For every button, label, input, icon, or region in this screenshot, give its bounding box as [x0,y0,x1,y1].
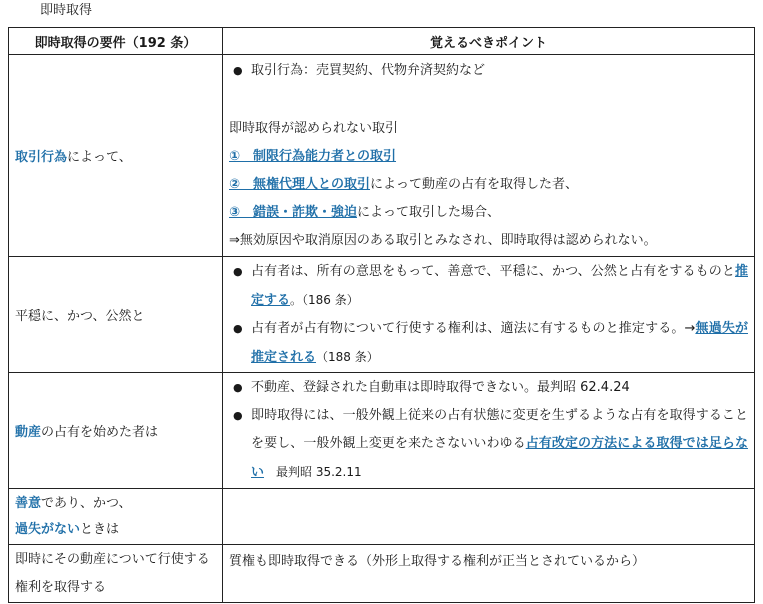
bullet-text: 取引行為：売買契約、代物弁済契約など [251,63,486,78]
points-cell-movable [223,373,755,489]
list-item [229,199,748,227]
bullet-text: 占有者が占有物について行使する権利は、適法に有するものと推定する。→ [251,321,696,336]
link-mistake-fraud-duress[interactable]: ③ 錯誤・詐欺・強迫 [229,205,358,220]
bullet-text: 即時取得には、一般外観上従来の占有状態に変更を生ずるような占有を取得することを要し、一般外観上変更を来たさないいわゆる [251,408,748,451]
list-item [229,171,748,199]
bullet-icon: ● [233,322,243,335]
not-allowed-intro: 即時取得が認められない取引 [229,121,399,136]
case-ref: 最判昭 35.2.11 [264,465,362,479]
item-text: によって動産の占有を取得した者、 [370,177,579,192]
points-cell-good-faith [223,489,755,545]
bullet-text: 占有者は、所有の意思をもって、善意で、平穏に、かつ、公然と占有をするものと [251,264,735,279]
list-item [229,315,748,372]
document-title: 即時取得 [40,3,93,18]
link-no-negligence-presumed[interactable]: 無過失が推定される [251,321,748,365]
req-text: ときは [80,521,120,537]
table-row-transaction [9,55,755,257]
bullet-icon: ● [233,265,243,278]
article-ref: （188 条） [316,350,379,364]
list-item [229,402,748,487]
bullet-icon: ● [233,381,243,394]
table-row-movable [9,373,755,489]
list-item [229,143,748,171]
header-points: 覚えるべきポイント [223,28,755,55]
list-item [229,374,748,402]
req-cell-transaction [9,55,223,257]
term-transaction: 取引行為 [15,150,68,165]
link-unauthorized-agent[interactable]: ② 無権代理人との取引 [229,177,371,192]
table-row-acquire [9,545,755,603]
bullet-icon: ● [233,409,243,422]
term-no-negligence: 過失がない [15,521,81,537]
bullet-text: 不動産、登録された自動車は即時取得できない。最判昭 62.4.24 [251,380,630,395]
req-cell-movable [9,373,223,489]
item-text: によって取引した場合、 [357,205,501,220]
article-ref: 。（186 条） [290,293,359,307]
list-item [229,57,748,85]
link-incapacitated-party[interactable]: ① 制限行為能力者との取引 [229,149,397,164]
bullet-icon: ● [233,64,243,77]
points-cell-peaceful [223,257,755,373]
req-text: によって、 [67,150,132,165]
req-cell-good-faith [9,489,223,545]
term-movable: 動産 [15,425,42,440]
conclusion-text: ⇒無効原因や取消原因のある取引とみなされ、即時取得は認められない。 [229,233,657,248]
header-requirement: 即時取得の要件（192 条） [9,28,223,55]
link-presumed[interactable]: 推定する [251,264,748,308]
req-cell-acquire: 即時にその動産について行使する権利を取得する [9,545,223,603]
table-row-good-faith [9,489,755,545]
points-cell-transaction [223,55,755,257]
requirements-table [8,27,755,603]
table-row-peaceful [9,257,755,373]
req-cell-peaceful: 平穏に、かつ、公然と [9,257,223,373]
list-item [229,258,748,315]
points-cell-acquire: 質権も即時取得できる（外形上取得する権利が正当とされているから） [223,545,755,603]
req-text: の占有を始めた者は [41,425,159,440]
req-text: であり、かつ、 [41,495,132,511]
table-header-row [9,28,755,55]
link-constructive-delivery[interactable]: 占有改定の方法による取得では足らない [251,436,748,480]
term-good-faith: 善意 [15,495,42,511]
